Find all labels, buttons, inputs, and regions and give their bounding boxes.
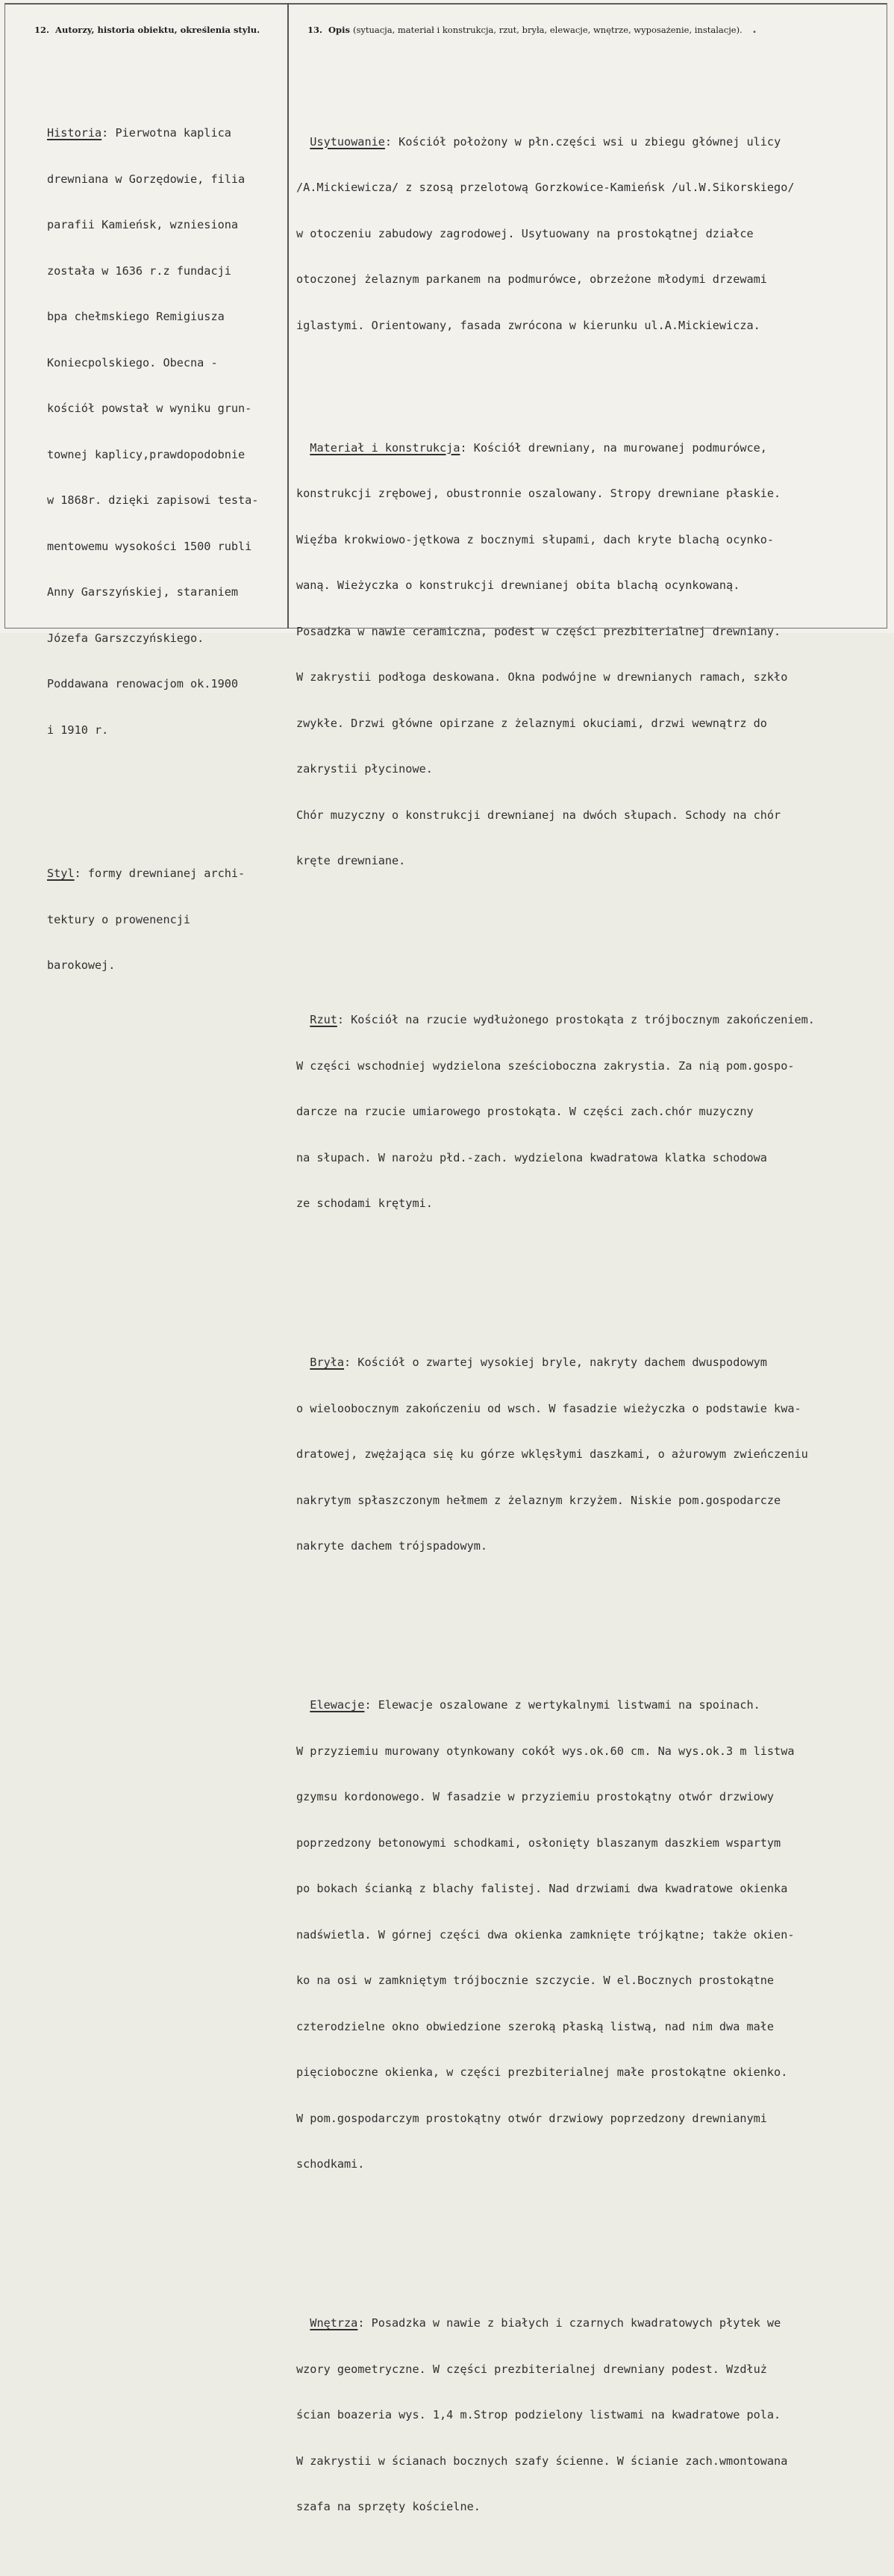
- text-line: waną. Wieżyczka o konstrukcji drewnianej obita blachą ocynkowaną.: [296, 578, 740, 592]
- text-line: po bokach ścianką z blachy falistej. Nad drzwiami dwa kwadratowe okienka: [296, 1882, 788, 1895]
- rzut-label: Rzut: [310, 1013, 337, 1026]
- text-line: nakryte dachem trójspadowym.: [296, 1539, 488, 1553]
- right-column-header: [307, 25, 743, 35]
- historia-label: Historia: [47, 126, 102, 140]
- styl-label: Styl: [47, 867, 75, 880]
- left-column-header: [34, 25, 260, 35]
- text-line: Anny Garszyńskiej, staraniem: [47, 585, 239, 599]
- column-divider: [287, 3, 289, 629]
- text-line: W zakrystii podłoga deskowana. Okna podwójne w drewnianych ramach, szkło: [296, 670, 788, 684]
- text-line: ko na osi w zamkniętym trójbocznie szczycie. W el.Bocznych prostokątne: [296, 1974, 775, 1987]
- text-line: iglastymi. Orientowany, fasada zwrócona w kierunku ul.A.Mickiewicza.: [296, 318, 760, 332]
- text-line: W części wschodniej wydzielona sześcioboczna zakrystia. Za nią pom.gospo-: [296, 1058, 795, 1073]
- material-konstrukcja-paragraph: [296, 410, 815, 899]
- text-line: schodkami.: [296, 2157, 365, 2171]
- text-line: nadświetla. W górnej części dwa okienka zamknięte trójkątne; także okien-: [296, 1927, 795, 1942]
- text-line: Posadzka w nawie ceramiczna, podest w części prezbiterialnej drewniany.: [296, 624, 781, 638]
- text-line: darcze na rzucie umiarowego prostokąta. W części zach.chór muzyczny: [296, 1105, 754, 1118]
- text-line: zwykłe. Drzwi główne opirzane z żelaznymi okuciami, drzwi wewnątrz do: [296, 716, 767, 730]
- text-line: Historia: Pierwotna kaplica: [47, 126, 231, 140]
- text-line: Rzut: Kościół na rzucie wydłużonego prostokąta z trójbocznym zakończeniem.: [310, 1013, 815, 1026]
- right-header-subtitle: (sytuacja, materiał i konstrukcja, rzut, bryła, elewacje, wnętrze, wyposażenie, instalacje).: [352, 25, 743, 35]
- text-line: Wnętrza: Posadzka w nawie z białych i czarnych kwadratowych płytek we: [310, 2316, 781, 2330]
- bryla-label: Bryła: [310, 1356, 345, 1369]
- text-line: Elewacje: Elewacje oszalowane z wertykalnymi listwami na spoinach.: [310, 1698, 760, 1712]
- text-line: /A.Mickiewicza/ z szosą przelotową Gorzkowice-Kamieńsk /ul.W.Sikorskiego/: [296, 181, 795, 194]
- text-line: W zakrystii w ścianach bocznych szafy ścienne. W ścianie zach.wmontowana: [296, 2454, 788, 2468]
- text-line: poprzedzony betonowymi schodkami, osłonięty blaszanym daszkiem wspartym: [296, 1836, 781, 1850]
- left-header-number: 12.: [34, 25, 50, 35]
- text-line: konstrukcji zrębowej, obustronnie oszalowany. Stropy drewniane płaskie.: [296, 487, 781, 500]
- text-line: Chór muzyczny o konstrukcji drewnianej na dwóch słupach. Schody na chór: [296, 808, 781, 822]
- left-column-text: [47, 64, 258, 1035]
- text-line: tektury o prowenencji: [47, 912, 191, 926]
- elewacje-paragraph: [296, 1667, 815, 2203]
- text-line: W pom.gospodarczym prostokątny otwór drzwiowy poprzedzony drewnianymi: [296, 2111, 767, 2125]
- wnetrza-label: Wnętrza: [310, 2316, 358, 2330]
- text-line: Bryła: Kościół o zwartej wysokiej bryle, nakryty dachem dwuspodowym: [310, 1356, 767, 1369]
- rzut-paragraph: [296, 982, 815, 1242]
- text-line: o wieloobocznym zakończeniu od wsch. W fasadzie wieżyczka o podstawie kwa-: [296, 1401, 801, 1415]
- usytuowanie-paragraph: [296, 104, 815, 364]
- right-header-title: Opis: [328, 25, 350, 35]
- text-line: Józefa Garszczyńskiego.: [47, 631, 204, 645]
- elewacje-label: Elewacje: [310, 1698, 365, 1712]
- text-line: gzymsu kordonowego. W fasadzie w przyziemiu prostokątny otwór drzwiowy: [296, 1790, 775, 1803]
- text-line: na słupach. W narożu płd.-zach. wydzielona kwadratowa klatka schodowa: [296, 1150, 767, 1164]
- left-header-title: Autorzy, historia obiektu, określenia stylu.: [55, 25, 260, 35]
- text-line: drewniana w Gorzędowie, filia: [47, 172, 246, 186]
- text-line: została w 1636 r.z fundacji: [47, 263, 231, 278]
- text-line: ze schodami krętymi.: [296, 1197, 433, 1210]
- ink-dot: •: [752, 28, 757, 37]
- text-line: barokowej.: [47, 958, 116, 972]
- text-line: ścian boazeria wys. 1,4 m.Strop podzielony listwami na kwadratowe pola.: [296, 2408, 781, 2421]
- text-line: pięcioboczne okienka, w części prezbiterialnej małe prostokątne okienko.: [296, 2065, 788, 2079]
- text-line: Koniecpolskiego. Obecna -: [47, 355, 218, 369]
- text-line: i 1910 r.: [47, 723, 109, 737]
- text-line: czterodzielne okno obwiedzione szeroką płaską listwą, nad nim dwa małe: [296, 2019, 775, 2033]
- text-line: mentowemu wysokości 1500 rubli: [47, 539, 252, 553]
- text-line: otoczonej żelaznym parkanem na podmurówce, obrzeżone młodymi drzewami: [296, 272, 767, 286]
- text-line: nakrytym spłaszczonym hełmem z żelaznym krzyżem. Niskie pom.gospodarcze: [296, 1493, 781, 1507]
- text-line: zakrystii płycinowe.: [296, 762, 433, 776]
- text-line: Materiał i konstrukcja: Kościół drewniany, na murowanej podmurówce,: [310, 440, 767, 455]
- text-line: kościół powstał w wyniku grun-: [47, 402, 252, 415]
- bryla-paragraph: [296, 1324, 815, 1585]
- right-column-text: [296, 57, 815, 2576]
- text-line: Więźba krokwiowo-jętkowa z bocznymi słupami, dach kryte blachą ocynko-: [296, 532, 775, 546]
- text-line: Styl: formy drewnianej archi-: [47, 867, 246, 880]
- text-line: w otoczeniu zabudowy zagrodowej. Usytuowany na prostokątnej działce: [296, 226, 754, 240]
- text-line: parafii Kamieńsk, wzniesiona: [47, 218, 239, 231]
- text-line: dratowej, zwężająca się ku górze wklęsłymi daszkami, o ażurowym zwieńczeniu: [296, 1447, 808, 1461]
- text-line: kręte drewniane.: [296, 854, 406, 867]
- historia-paragraph: [47, 95, 258, 768]
- text-line: w 1868r. dzięki zapisowi testa-: [47, 493, 259, 507]
- text-line: W przyziemiu murowany otynkowany cokół wys.ok.60 cm. Na wys.ok.3 m listwa: [296, 1744, 795, 1758]
- text-line: townej kaplicy,prawdopodobnie: [47, 447, 246, 461]
- text-line: wzory geometryczne. W części prezbiterialnej drewniany podest. Wzdłuż: [296, 2362, 767, 2376]
- wnetrza-paragraph: [296, 2285, 815, 2545]
- styl-paragraph: [47, 835, 258, 1004]
- text-line: szafa na sprzęty kościelne.: [296, 2500, 481, 2513]
- text-line: bpa chełmskiego Remigiusza: [47, 310, 225, 323]
- material-konstrukcja-label: Materiał i konstrukcja: [310, 440, 460, 455]
- text-line: Usytuowanie: Kościół położony w płn.części wsi u zbiegu głównej ulicy: [310, 134, 781, 149]
- right-header-number: 13.: [307, 25, 323, 35]
- usytuowanie-label: Usytuowanie: [310, 134, 385, 149]
- text-line: Poddawana renowacjom ok.1900: [47, 677, 239, 690]
